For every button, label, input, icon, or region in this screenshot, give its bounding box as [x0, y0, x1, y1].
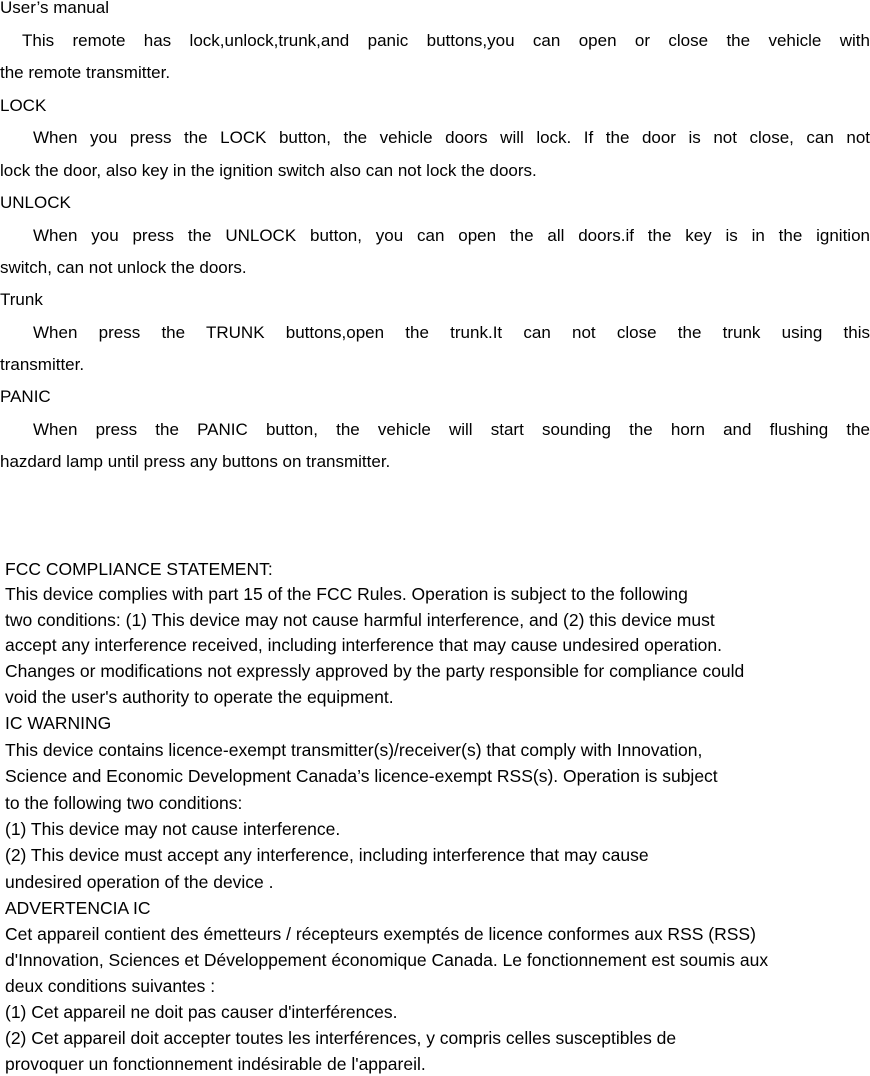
fcc-line: This device complies with part 15 of the FCC Rules. Operation is subject to the following [5, 584, 688, 604]
ic-line: This device contains licence-exempt transmitter(s)/receiver(s) that comply with Innovation, [5, 740, 703, 760]
intro-line: This remote has lock,unlock,trunk,and panic buttons,you can open or close the vehicle with [22, 31, 870, 50]
manual-title: User’s manual [0, 0, 109, 17]
ic-line: (1) This device may not cause interference. [5, 819, 341, 839]
section-heading-lock: LOCK [0, 96, 47, 115]
section-heading-trunk: Trunk [0, 290, 43, 309]
section-text-unlock: When you press the UNLOCK button, you can open the all doors.if the key is in the ignition [33, 226, 870, 245]
section-text-lock: lock the door, also key in the ignition switch also can not lock the doors. [0, 161, 537, 180]
ic-line: undesired operation of the device . [5, 872, 274, 892]
section-heading-panic: PANIC [0, 387, 51, 406]
section-text-panic: When press the PANIC button, the vehicle will start sounding the horn and flushing the [33, 420, 870, 439]
ic-line: Science and Economic Development Canada’s licence-exempt RSS(s). Operation is subject [5, 766, 718, 786]
fcc-line: Changes or modifications not expressly approved by the party responsible for compliance could [5, 661, 745, 681]
fcc-line: accept any interference received, including interference that may cause undesired operation. [5, 635, 722, 655]
intro-line: the remote transmitter. [0, 63, 171, 82]
advertencia-line: Cet appareil contient des émetteurs / récepteurs exemptés de licence conformes aux RSS (RSS) [5, 924, 756, 944]
section-text-panic: hazdard lamp until press any buttons on transmitter. [0, 452, 391, 471]
section-text-trunk: transmitter. [0, 355, 85, 374]
fcc-line: two conditions: (1) This device may not cause harmful interference, and (2) this device must [5, 610, 715, 630]
section-text-lock: When you press the LOCK button, the vehicle doors will lock. If the door is not close, can not [33, 128, 870, 147]
advertencia-line: d'Innovation, Sciences et Développement économique Canada. Le fonctionnement est soumis aux [5, 950, 769, 970]
section-text-trunk: When press the TRUNK buttons,open the trunk.It can not close the trunk using this [33, 323, 870, 342]
ic-line: to the following two conditions: [5, 793, 243, 813]
fcc-heading: FCC COMPLIANCE STATEMENT: [5, 559, 273, 579]
advertencia-ic-heading: ADVERTENCIA IC [5, 898, 151, 918]
section-heading-unlock: UNLOCK [0, 193, 71, 212]
advertencia-line: provoquer un fonctionnement indésirable de l'appareil. [5, 1054, 426, 1074]
section-text-unlock: switch, can not unlock the doors. [0, 258, 247, 277]
fcc-line: void the user's authority to operate the equipment. [5, 687, 394, 707]
advertencia-line: (2) Cet appareil doit accepter toutes les interférences, y compris celles susceptibles de [5, 1028, 677, 1048]
advertencia-line: deux conditions suivantes : [5, 976, 216, 996]
ic-line: (2) This device must accept any interference, including interference that may cause [5, 845, 649, 865]
advertencia-line: (1) Cet appareil ne doit pas causer d'interférences. [5, 1002, 398, 1022]
ic-warning-heading: IC WARNING [5, 713, 112, 733]
